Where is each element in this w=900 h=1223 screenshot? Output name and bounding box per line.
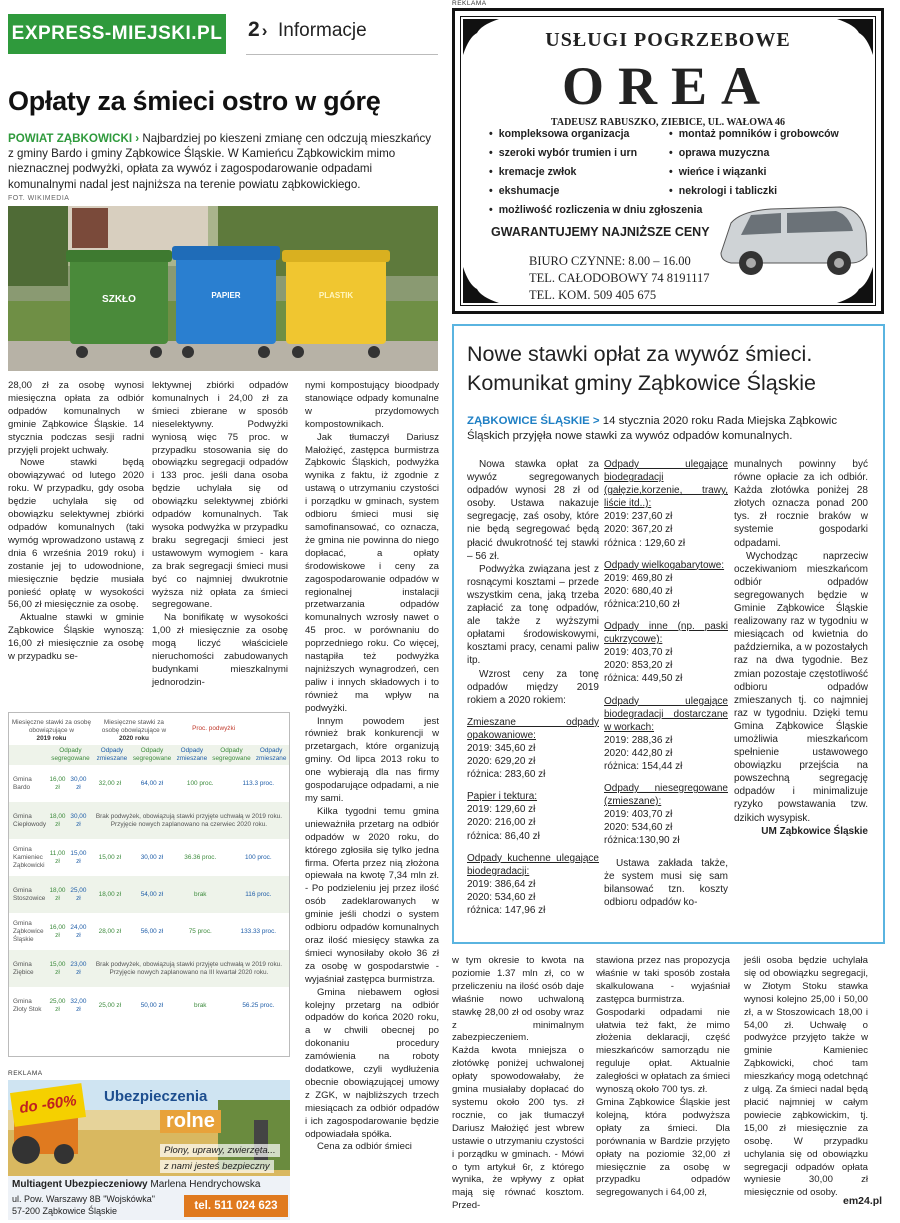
ad-address: ul. Pow. Warszawy 8B "Wojskówka" [12,1194,155,1204]
site-brand[interactable]: EXPRESS-MIEJSKI.PL [8,14,226,54]
table-cell: 15,00 zł [98,853,122,861]
table-cell: 25,00 zł [68,876,89,913]
table-sub: Odpady zmieszane [94,745,130,765]
ad-company-name: OREA [561,56,774,116]
table-cell: 28,00 zł [98,927,122,935]
table-cell: 133.33 proc. [240,927,277,935]
ad-title: Ubezpieczenia [104,1088,208,1105]
table-row [9,987,289,1024]
svg-text:PAPIER: PAPIER [211,291,241,300]
photo-credit: FOT. WIKIMEDIA [8,195,70,202]
table-cell: Gmina Kamieniec Ząbkowicki [13,845,45,869]
table-cell: 56.25 proc. [242,1001,275,1009]
table-row [9,765,289,802]
rate-group: Odpady kuchenne ulegające biodegradacji: 2019: 386,64 zł 2020: 534,60 zł różnica: 147,96 zł [467,852,599,916]
table-cell: 113.3 proc. [242,779,275,787]
table-cell: 30,00 zł [140,853,164,861]
ad-label: REKLAMA [452,0,487,7]
table-row [9,950,289,987]
table-cell: 56,00 zł [140,927,164,935]
announcement-signature: UM Ząbkowice Śląskie [761,825,868,837]
article-column-1: 28,00 zł za osobę wynosi miesięczna opłata za odbiór odpadów komunalnych w gminie Ząbkowice Śląskie. 14 stycznia podczas sesji radni przyjęli projekt uchwały. Nowe stawki będą obowiązywać od lutego 2020 roku. W przypadku, gdy osoba będzie uchylała się od obowiązku selektywnej zbiórki odpadów komunalnych (taki wymóg wprowadzono ustawą z dnia 6 września 2019 roku) i zostanie jej to udowodnione, miesięcznie będzie musiała ponieść opłatę w wysokości 56,00 zł miesięcznie za osobę. Aktualne stawki w gminie Ząbkowice Śląskie wynoszą: 16,00 zł miesięcznie za osobę w przypadku se- [8,380,144,663]
ad-city: 57-200 Ząbkowice Śląskie [12,1206,118,1216]
table-cell: 23,00 zł [68,950,89,987]
ad-title-rolne: rolne [160,1110,221,1133]
glass-bin [66,250,172,358]
table-sub: Odpady segregowane [47,745,94,765]
ad-slogan: Plony, uprawy, zwierzęta... [160,1144,280,1157]
hearse-car-image [711,193,871,283]
article-column-2: lektywnej zbiórki odpadów komunalnych i 24,00 zł za śmieci zbierane w sposób nieselektywny. Podwyżki wyniosą więc 75 proc. w przypadku stosowania się do obowiązku segregacji odpadów i 133 proc. jeśli dana osoba będzie uchylała się od obowiązku selektywnej zbiórki odpadów komunalnych. Tak wysoka podwyżka w przypadku braku segregacji śmieci jest ustawowym wymogiem - kara za brak segregacji śmieci musi być co najmniej dwukrotnie wyższa niż opłata za śmieci segregowane. Na bonifikatę w wysokości 1,00 zł miesięcznie za osobę mogą liczyć właściciele nieruchomości zabudowanych budynkami mieszkalnymi jednorodzin- [152,380,288,688]
table-sub: Odpady segregowane [130,745,174,765]
funeral-ad[interactable] [452,8,884,314]
table-cell: Gmina Ząbkowice Śląskie [13,919,44,943]
corner-ornament-icon [463,263,503,303]
rate-group: Zmieszane odpady opakowaniowe: 2019: 345,60 zł 2020: 629,20 zł różnica: 283,60 zł [467,716,599,781]
table-row [9,802,289,839]
ad-label: REKLAMA [8,1070,43,1077]
table-cell: Brak podwyżek, obowiązują stawki przyjęte uchwałą w 2019 roku. Przyjęcie nowych zaplanowano na III kwartał 2020 roku. [89,950,289,987]
table-cell: 25,00 zł [49,997,66,1013]
table-cell: 54,00 zł [131,876,173,913]
services-left: • kompleksowa organizacja • szeroki wybór trumien i urn • kremacje zwłok • ekshumacje • możliwość rozliczenia w dniu zgłoszenia [489,125,702,220]
rate-group: Odpady inne (np. paski cukrzycowe): 2019: 403,70 zł 2020: 853,20 zł różnica: 449,50 zł [604,621,728,685]
announcement-column-2: Odpady ulegające biodegradacji (gałęzie,korzenie, trawy, liście itd..): 2019: 237,60 zł 2020: 367,20 zł różnica : 129,60 zł Odpady wielkogabarytowe: 2019: 469,80 zł 2020: 680,40 zł różnica:210,60 zł Odpady inne (np. paski cukrzycowe): 2019: 403,70 zł 2020: 853,20 zł różnica: 449,50 zł Odpady ulegające biodegradacji dostarczane w workach: 2019: 288,36 zł 2020: 442,80 zł różnica: 154,44 zł Odpady niesegregowane (zmieszane): 2019: 403,70 zł 2020: 534,60 zł różnica:130,90 zł Ustawa zakłada także, że system musi się sam bilansować tzn. koszty odbioru odpadów ko- [604,459,728,908]
table-cell: Gmina Bardo [13,775,32,791]
table-sub: Odpady segregowane [210,745,254,765]
table-head-percent: Proc. podwyżki [192,725,236,732]
table-cell: 30,00 zł [70,775,87,791]
rate-group: Odpady niesegregowane (zmieszane): 2019: 403,70 zł 2020: 534,60 zł różnica:130,90 zł [604,783,728,847]
table-cell: 75 proc. [188,927,212,935]
table-cell: Brak podwyżek, obowiązują stawki przyjęte uchwałą w 2019 roku. Przyjęcie nowych zaplanowano na czerwiec 2020 roku. [89,802,289,839]
announcement-column-3: munalnych powinny być równe opłacie za ich odbiór. Każda złotówka poniżej 28 złotych oznacza ponad 200 tys. zł rocznie braków w systemie gospodarki odpadami. Wychodząc naprzeciw oczekiwaniom mieszkańcom odbiór odpadów segregowanych będzie w Gminie Ząbkowice Śląskie realizowany raz w tygodniu w miesiącach od kwietnia do października, a w pozostałych raz na dwa tygodnie. Bez zmian pozostaje częstotliwość odbioru odpadów zmieszanych tj. co najmniej raz w tygodniu. Dzięki temu Gmina Ząbkowice Śląskie umożliwia mieszkańcom spełnienie ustawowego obowiązku przejścia na powszechną segregację odpadów i minimalizuje ryzyko powstawania tzw. dzikich wysypisk. UM Ząbkowice Śląskie [734,459,868,837]
article-column-6: jeśli osoba będzie uchylała się od obowiązku segregacji, w Złotym Stoku stawka wynosi kolejno 25,00 i 50,00 zł, a w Stoszowicach 18,00 i 54,00 zł. Uchwałę o podwyżce przyjęto także w gminie Kamieniec Ząbkowicki, choć tam mieszkańcy mogą odetchnąć z ulgą. Za śmieci nadal będą płacić najmniej w całym powiecie ząbkowickim, tj. 15,00 zł miesięcznie za osobę. W przypadku uchylania się od obowiązku segregacji odpadów opłata wyniesie 30,00 zł miesięcznie od osoby. [744,955,868,1199]
table-cell: 18,00 zł [89,876,131,913]
table-cell: 24,00 zł [70,923,87,939]
ad-contact: BIURO CZYNNE: 8.00 – 16.00 TEL. CAŁODOBOWY 74 8191117 TEL. KOM. 509 405 675 [529,254,710,302]
article-photo [8,206,438,371]
rate-group: Odpady ulegające biodegradacji (gałęzie,korzenie, trawy, liście itd..): 2019: 237,60 zł 2020: 367,20 zł różnica : 129,60 zł [604,459,728,549]
article-title: Opłaty za śmieci ostro w górę [8,86,381,116]
lead-location: ZĄBKOWICE ŚLĄSKIE > [467,415,600,427]
article-lead: POWIAT ZĄBKOWICKI › Najbardziej po kieszeni zmianę cen odczują mieszkańcy z gminy Bardo i gminy Ząbkowice Śląskie. W Kamieńcu Ząbkowickim mimo nieznacznej podwyżki, opłata za wywóz i zagospodarowanie odpadami komunalnymi nadal jest najniższa na terenie powiatu ząbkowickiego. [8,132,432,191]
table-cell: 15,00 zł [47,950,68,987]
table-row [9,876,289,913]
article-column-5: stawiona przez nas propozycja właśnie w taki sposób została skalkulowana - wyjaśniał zastępca burmistrza. Gospodarki odpadami nie ułatwia też fakt, że mimo złożenia deklaracji, część mieszkańców samorządu nie reguluje opłat. Aktualnie zaległości w opłatach za śmieci wynoszą około 700 tys. zł. Gmina Ząbkowice Śląskie jest kolejną, która podwyższa opłaty za śmieci. Dla porównania w Bardzie przyjęto opłaty na poziomie 32,00 zł miesięcznie za osobę w przypadku odpadów segregowanych i 64,00 zł, [596,955,730,1199]
table-sub: Odpady zmieszane [253,745,289,765]
page-number: 2 › [248,18,268,41]
table-sub: Odpady zmieszane [174,745,210,765]
discount-badge: do -60% [10,1083,86,1127]
ad-address: TADEUSZ RABUSZKO, ZIEBICE, UL. WAŁOWA 46 [550,117,786,128]
waste-bins-illustration [8,206,438,371]
plastic-bin [282,250,390,358]
table-cell: 64,00 zł [140,779,164,787]
article-column-3: nymi kompostujący bioodpady stanowiące odpady komunalne w przydomowych kompostownikach. Jak tłumaczył Dariusz Małożięć, zastępca burmistrza Ząbkowic Śląskich, podwyżka wynika z faktu, iż zgodnie z ustawą o utrzymaniu czystości i porządku w gminach, system odbioru śmieci musi się samofinansować, co oznacza, że gmina nie powinna do niego dopłacać, a opłaty środowiskowe i ceny za zagospodarowanie odpadów w regionalnej instalacji przetwarzania odpadów komunalnych wzrosły nawet o 45 proc. w porównaniu do poprzedniego roku. Co więcej, nastąpiła też podwyżka najniższych wynagrodzeń, cen paliw i innych składowych i to również ma wpływ na podwyżki. Innym powodem jest również brak konkurencji w przetargach, które organizują gminy. Od lipca 2013 roku to one wybierają dla nas firmy gospodarujące odpadami, a nie my sami. Kilka tygodni temu gmina unieważniła przetarg na odbiór odpadów w 2020 roku, do którego zgłosiła się tylko jedna firma. Oferta przez nią złożona opiewała na kwotę 7,34 mln zł. - Po podzieleniu jej przez ilość osób zadeklarowanych w gminie jeśli chodzi o system odbioru odpadów komunalnych oraz ilość miesięcy stawka za śmieci wynosiłaby około 36 zł za osobę w gospodarstwie - wyjaśniał zastępca burmistrza. Gmina niebawem ogłosi kolejny przetarg na odbiór odpadów do końca 2020 roku, a w chwili obecnej po dokonaniu procedury zamówienia na roboty dodatkowe, czyli wydłużenia obecnie obowiązującej umowy z ZGK, w najbliższych trzech miesiącach za odbiór odpadów i ich zagospodarowanie będzie odpowiadała spółka. Cena za odbiór śmieci [305,380,439,1153]
table-cell: Gmina Stoszowice [9,876,47,913]
table-cell: 116 proc. [228,876,289,913]
rate-group: Odpady wielkogabarytowe: 2019: 469,80 zł 2020: 680,40 zł różnica:210,60 zł [604,559,725,610]
table-cell: 16,00 zł [49,923,66,939]
table-cell: 100 proc. [244,853,272,861]
footer-site[interactable]: em24.pl [843,1195,883,1207]
ad-phone[interactable]: tel. 511 024 623 [184,1195,288,1217]
table-cell: Gmina Ziębice [9,950,47,987]
ad-title: USŁUGI POGRZEBOWE [545,29,791,51]
table-cell: 32,00 zł [70,997,87,1013]
announcement-title: Nowe stawki opłat za wywóz śmieci. Komunikat gminy Ząbkowice Śląskie [467,342,816,395]
svg-text:SZKŁO: SZKŁO [102,294,136,305]
table-cell: 25,00 zł [98,1001,122,1009]
svg-text:PLASTIK: PLASTIK [318,291,354,300]
lead-location: POWIAT ZĄBKOWICKI › [8,132,140,145]
services-right: • montaż pomników i grobowców • oprawa muzyczna • wieńce i wiązanki • nekrologi i tabliczki [669,125,839,201]
table-cell: 18,00 zł [47,802,68,839]
table-cell: 30,00 zł [68,802,89,839]
rate-group: Papier i tektura: 2019: 129,60 zł 2020: 216,00 zł różnica: 86,40 zł [467,791,540,842]
table-cell: 15,00 zł [70,849,87,865]
table-cell: 36.36 proc. [184,853,217,861]
table-row [9,913,289,950]
table-cell: 16,00 zł [49,775,66,791]
announcement-column-1: Nowa stawka opłat za wywóz segregowanych odpadów wynosi 28 zł od osoby. Ustawa nakazuje segregację, zaś osoby, które nie będą segregować będą płacić dwukrotność tej stawki – 56 zł. Podwyżka związana jest z rosnącymi kosztami – przede wszystkim cena, jaką trzeba zapłacić za tonę odpadów, ale także z wyższymi opłatami środowiskowymi, kosztami pracy, cenami paliw itp. Wzrost ceny za tonę odpadów między 2019 rokiem a 2020 rokiem: Zmieszane odpady opakowaniowe: 2019: 345,60 zł 2020: 629,20 zł różnica: 283,60 zł Papier i tektura: 2019: 129,60 zł 2020: 216,00 zł różnica: 86,40 zł Odpady kuchenne ulegające biodegradacji: 2019: 386,64 zł 2020: 534,60 zł różnica: 147,96 zł [467,459,599,916]
article-column-4: w tym okresie to kwota na poziomie 1.37 mln zł, co w przeliczeniu na ilość osób daje właśnie nowo uchwaloną stawkę 28,00 zł od osoby wraz z minimalnym zabezpieczeniem. Każda kwota mniejsza o złotówkę poniżej uchwalonej opłaty spowodowałaby, że gmina musiałaby dopłacać do systemu około 200 tys. zł rocznie, co jak tłumaczył Dariusz Małożięć jest wbrew ustawie o utrzymaniu czystości i porządku w gminach. - Mówi o tym artykuł 6r, z którego wynika, że wpływy z opłat mają się równać kosztom. Przed- [452,955,584,1212]
table-cell: 100 proc. [186,779,214,787]
ad-frame [460,16,876,306]
table-cell: 50,00 zł [140,1001,164,1009]
table-cell: Gmina Ciepłowody [9,802,47,839]
table-head-2019: Miesięczne stawki za osobę obowiązujące w 2019 roku [11,719,92,742]
table-row [9,839,289,876]
table-cell: Gmina Złoty Stok [13,997,42,1013]
header-divider [246,54,438,55]
ad-slogan: z nami jesteś bezpieczny [160,1160,274,1173]
ad-guarantee: GWARANTUJEMY NAJNIŻSZE CENY [491,225,710,239]
rate-group: Odpady ulegające biodegradacji dostarczane w workach: 2019: 288,36 zł 2020: 442,80 zł różnica: 154,44 zł [604,695,728,772]
table-cell: brak [194,1001,207,1009]
table-cell: brak [173,876,228,913]
announcement-lead: ZĄBKOWICE ŚLĄSKIE > 14 stycznia 2020 roku Rada Miejska Ząbkowic Śląskich przyjęła nowe stawki za wywóz odpadów komunalnych. [467,415,838,442]
paper-bin [172,246,280,358]
table-cell: 11,00 zł [49,849,66,865]
insurance-ad[interactable] [8,1080,290,1220]
table-head-2020: Miesięczne stawki za osobę obowiązujące w 2020 roku [101,719,167,742]
section-title: Informacje [278,20,367,41]
ad-agent: Multiagent Ubezpieczeniowy Marlena Hendrychowska [12,1179,261,1190]
table-cell: 32,00 zł [98,779,122,787]
table-cell: 18,00 zł [47,876,68,913]
rates-table [8,712,290,1057]
